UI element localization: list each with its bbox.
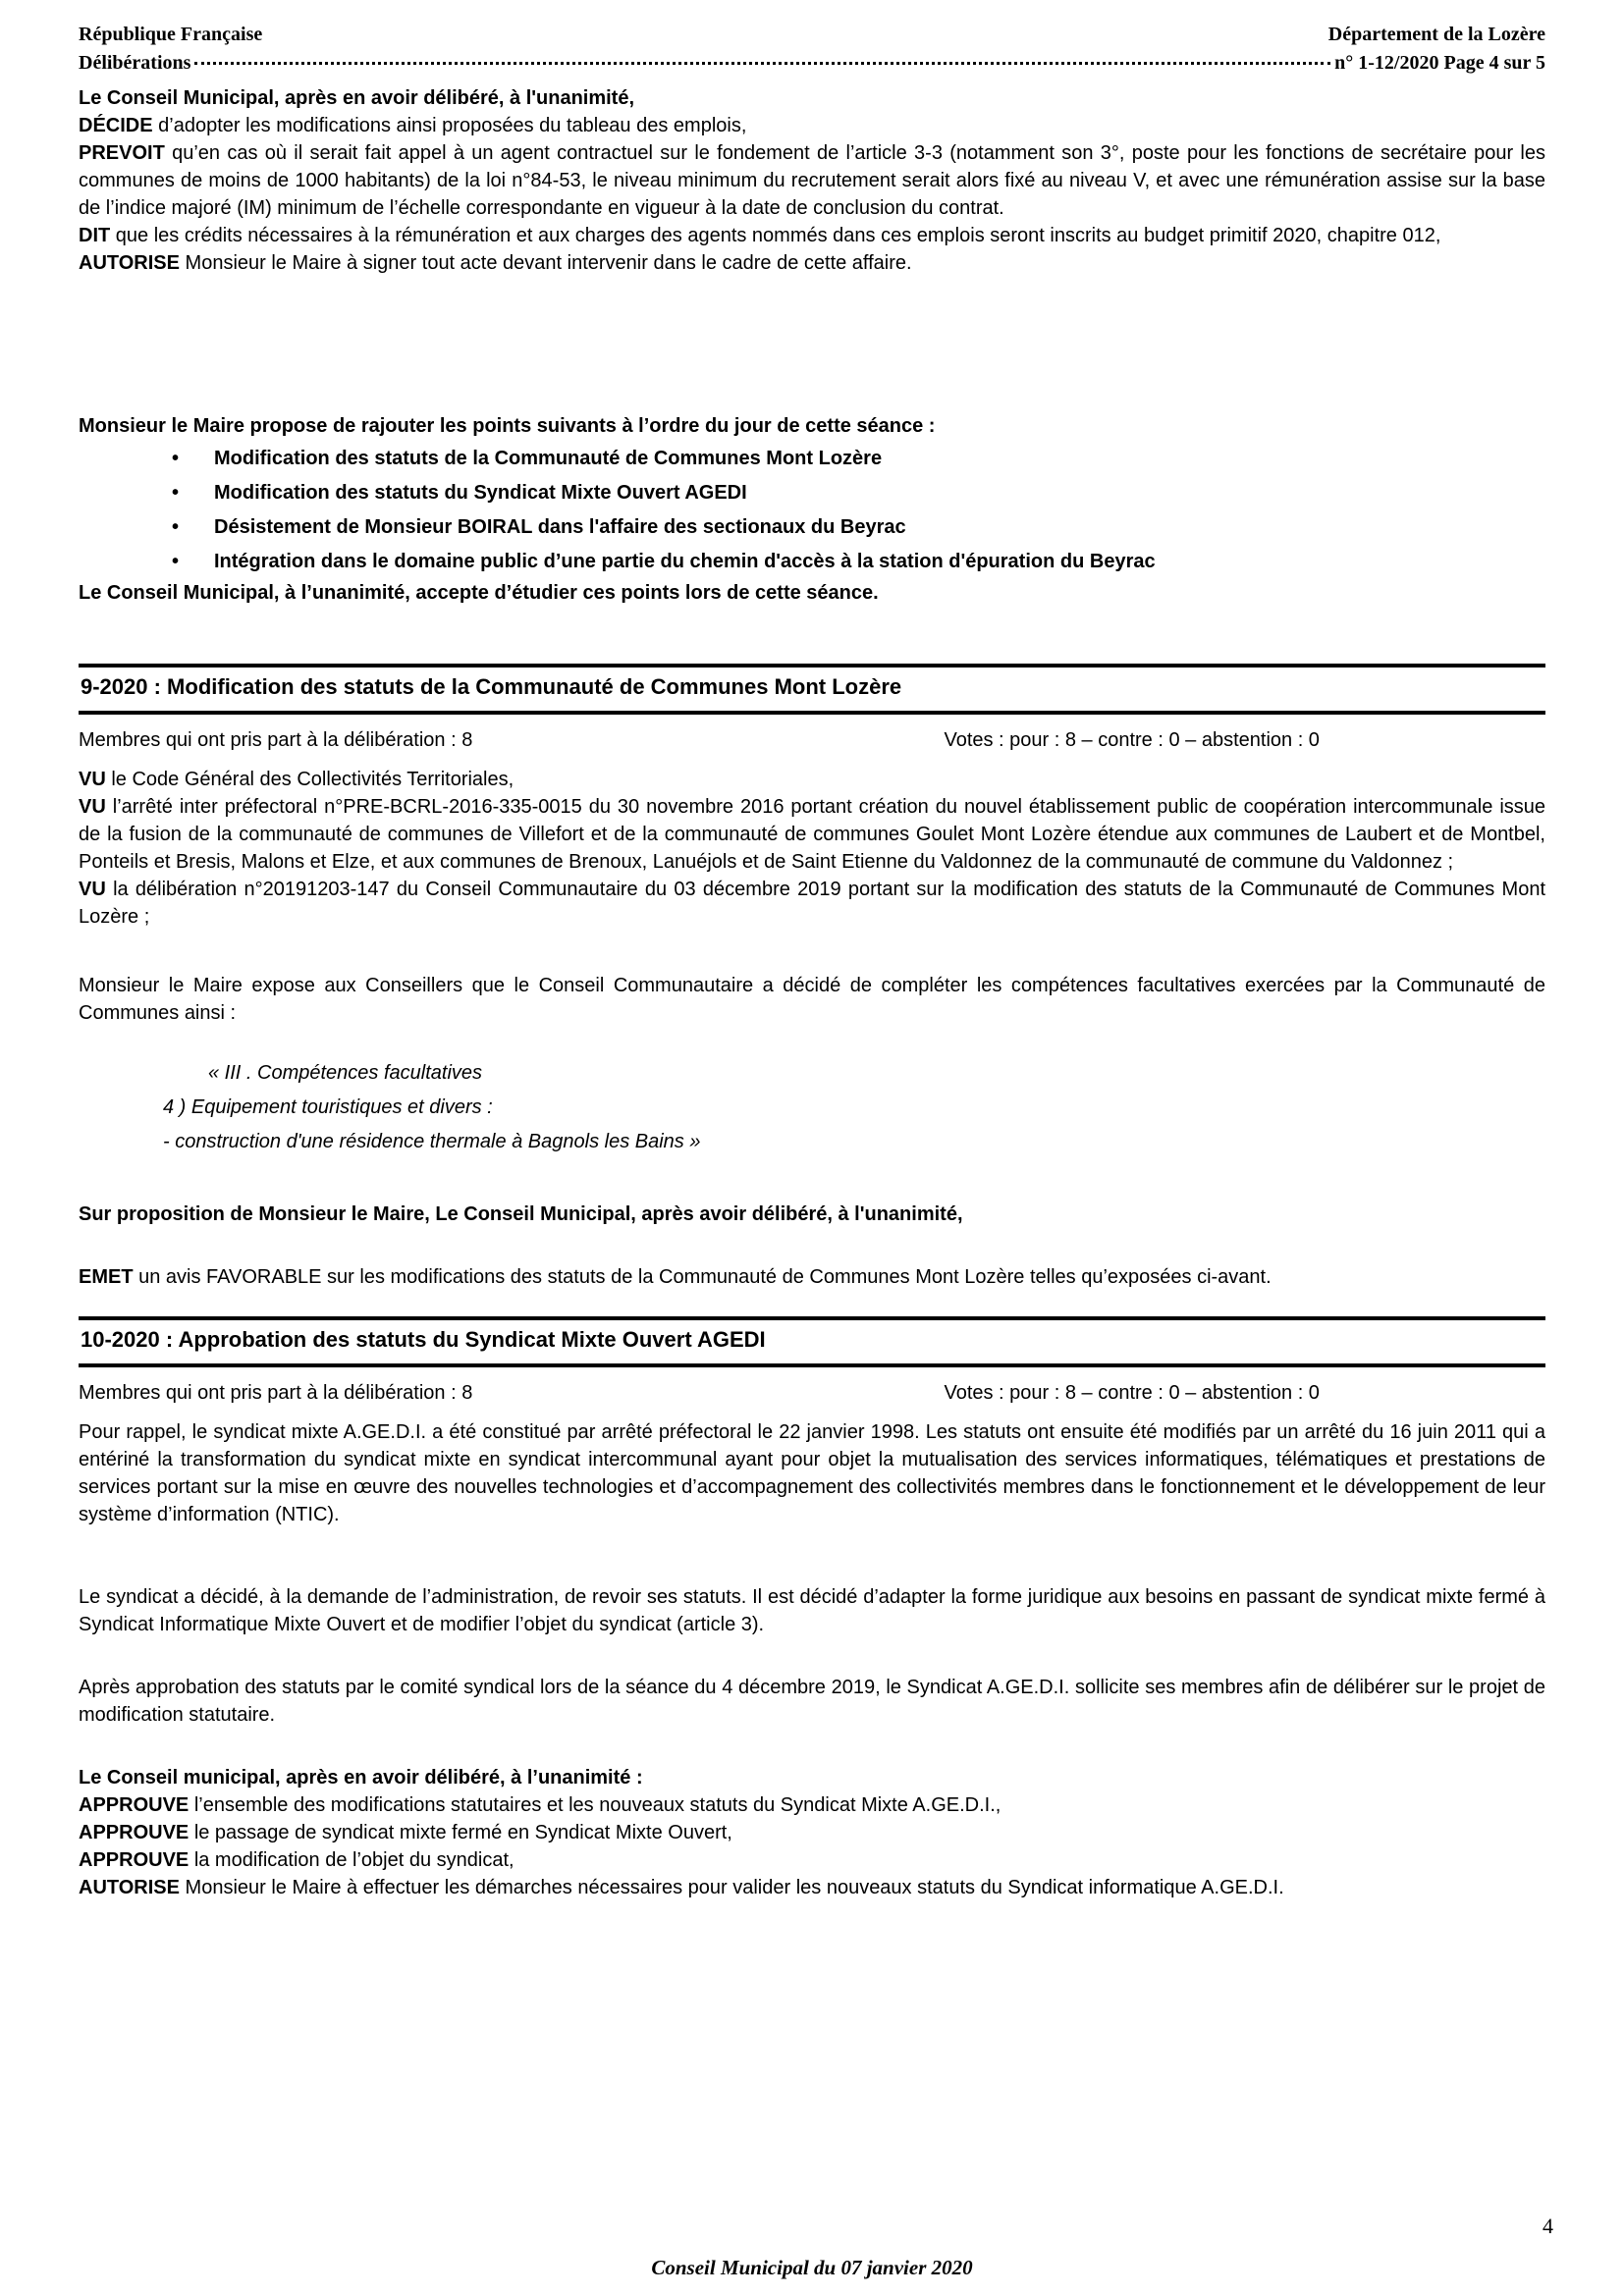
agenda-list — [79, 442, 1545, 579]
members-votes-row — [79, 1379, 1545, 1407]
text-approuve-2: le passage de syndicat mixte fermé en Syndicat Mixte Ouvert, — [193, 1822, 732, 1843]
header-row-1 — [79, 24, 1545, 46]
quote-line: - construction d'une résidence thermale à Bagnols les Bains » — [163, 1131, 701, 1152]
members-votes-row — [79, 726, 1545, 754]
agenda-block — [79, 412, 1545, 607]
header-doc-ref: n° 1-12/2020 Page 4 sur 5 — [1334, 52, 1545, 74]
agenda-item: • Désistement de Monsieur BOIRAL dans l'affaire des sectionaux du Beyrac — [214, 510, 1545, 545]
text-emet: un avis FAVORABLE sur les modifications des statuts de la Communauté de Communes Mont Lozère telles qu’exposées ci-avant. — [138, 1266, 1272, 1288]
header-republic: République Française — [79, 24, 263, 45]
vu-block — [79, 766, 1545, 931]
paragraph-approuve-3 — [79, 1846, 1545, 1874]
text-approuve-3: la modification de l’objet du syndicat, — [193, 1849, 514, 1871]
paragraph-dit — [79, 222, 1545, 249]
lead-decide: DÉCIDE — [79, 115, 153, 136]
intro-block — [79, 84, 1545, 277]
lead-prevoit: PREVOIT — [79, 142, 165, 164]
votes-summary: Votes : pour : 8 – contre : 0 – abstention : 0 — [944, 729, 1320, 751]
paragraph-vu-1 — [79, 766, 1545, 793]
lead-approuve-3: APPROUVE — [79, 1849, 189, 1871]
paragraph-autorise-2 — [79, 1874, 1545, 1901]
lead-vu-3: VU — [79, 879, 106, 900]
header-department: Département de la Lozère — [1327, 24, 1545, 45]
lead-vu-2: VU — [79, 796, 106, 818]
paragraph-prevoit — [79, 139, 1545, 222]
section-title-9-2020: 9-2020 : Modification des statuts de la Communauté de Communes Mont Lozère — [79, 664, 1545, 715]
quote-line: 4 ) Equipement touristiques et divers : — [163, 1096, 493, 1118]
intro-opening: Le Conseil Municipal, après en avoir délibéré, à l'unanimité, — [79, 87, 635, 109]
text-autorise-2: Monsieur le Maire à effectuer les démarches nécessaires pour valider les nouveaux statuts du Syndicat informatique A.GE.D.I. — [185, 1877, 1284, 1898]
agenda-item: • Modification des statuts de la Communauté de Communes Mont Lozère — [214, 442, 1545, 476]
paragraph-autorise — [79, 249, 1545, 277]
members-count: Membres qui ont pris part à la délibération : 8 — [79, 1382, 473, 1404]
paragraph-vu-3 — [79, 876, 1545, 931]
section-title-10-2020: 10-2020 : Approbation des statuts du Syndicat Mixte Ouvert AGEDI — [79, 1316, 1545, 1367]
agenda-item: • Modification des statuts du Syndicat Mixte Ouvert AGEDI — [214, 476, 1545, 510]
lead-approuve-1: APPROUVE — [79, 1794, 189, 1816]
footer-caption: Conseil Municipal du 07 janvier 2020 — [651, 2256, 973, 2279]
lead-dit: DIT — [79, 225, 111, 246]
agenda-outro: Le Conseil Municipal, à l’unanimité, accepte d’étudier ces points lors de cette séance. — [79, 582, 879, 604]
paragraph-expose: Monsieur le Maire expose aux Conseillers que le Conseil Communautaire a décidé de compléter les compétences facultatives exercées par la Communauté de Communes ainsi : — [79, 975, 1545, 1024]
page-header — [79, 24, 1545, 75]
lead-vu-1: VU — [79, 769, 106, 790]
dotted-leader — [194, 62, 1330, 65]
text-dit: que les crédits nécessaires à la rémunération et aux charges des agents nommés dans ces emplois seront inscrits au budget primitif 2020, chapitre 012, — [115, 225, 1441, 246]
decision-intro: Le Conseil municipal, après en avoir délibéré, à l’unanimité : — [79, 1767, 643, 1789]
text-autorise: Monsieur le Maire à signer tout acte devant intervenir dans le cadre de cette affaire. — [185, 252, 912, 274]
text-prevoit: qu’en cas où il serait fait appel à un agent contractuel sur le fondement de l’article 3-3 (notamment son 3°, poste pour les fonctions de secrétaire pour les communes de moins de 1000 habitants) de la loi n°84-53, le niveau minimum du recrutement serait alors fixé au niveau V, et avec une rémunération assise sur la base de l’indice majoré (IM) minimum de l’échelle correspondante en vigueur à la date de conclusion du contrat. — [79, 142, 1545, 219]
paragraph-approuve-2 — [79, 1819, 1545, 1846]
paragraph-approbation-statuts: Après approbation des statuts par le comité syndical lors de la séance du 4 décembre 2019, le Syndicat A.GE.D.I. sollicite ses membres afin de délibérer sur le projet de modification statutaire. — [79, 1677, 1545, 1726]
text-vu-2: l’arrêté inter préfectoral n°PRE-BCRL-2016-335-0015 du 30 novembre 2016 portant création du nouvel établissement public de coopération intercommunale issue de la fusion de la communauté de communes de Villefort et de la communauté de communes Goulet Mont Lozère étendue aux communes de Laubert et de Montbel, Ponteils et Bresis, Malons et Elze, et aux communes de Brenoux, Lanuéjols et de Saint Etienne du Valdonnez de la communauté de commune du Valdonnez ; — [79, 796, 1546, 873]
agenda-item: • Intégration dans le domaine public d’une partie du chemin d'accès à la station d'épuration du Beyrac — [214, 545, 1545, 579]
paragraph-emet — [79, 1263, 1545, 1291]
decision-block — [79, 1764, 1545, 1901]
header-doc-label: Délibérations — [79, 52, 191, 74]
lead-emet: EMET — [79, 1266, 134, 1288]
paragraph-rappel: Pour rappel, le syndicat mixte A.GE.D.I. a été constitué par arrêté préfectoral le 22 janvier 1998. Les statuts ont ensuite été modifiés par un arrêté du 16 juin 2011 qui a entériné la transformation du syndicat mixte en syndicat intercommunal ayant pour objet la mutualisation des services informatiques, télématiques et prestations de services portant sur la mise en œuvre des nouvelles technologies et d’accompagnement des collectivités membres dans le fonctionnement et le développement de leur système d’information (NTIC). — [79, 1421, 1545, 1525]
text-vu-1: le Code Général des Collectivités Territoriales, — [111, 769, 514, 790]
members-count: Membres qui ont pris part à la délibération : 8 — [79, 729, 473, 751]
paragraph-vu-2 — [79, 793, 1545, 876]
page-number: 4 — [1543, 2214, 1553, 2238]
paragraph-proposition: Sur proposition de Monsieur le Maire, Le Conseil Municipal, après avoir délibéré, à l'unanimité, — [79, 1203, 963, 1225]
text-vu-3: la délibération n°20191203-147 du Conseil Communautaire du 03 décembre 2019 portant sur la modification des statuts de la Communauté de Communes Mont Lozère ; — [79, 879, 1546, 928]
lead-autorise-2: AUTORISE — [79, 1877, 180, 1898]
lead-approuve-2: APPROUVE — [79, 1822, 189, 1843]
statutes-quote — [163, 1056, 1545, 1159]
paragraph-approuve-1 — [79, 1791, 1545, 1819]
text-approuve-1: l’ensemble des modifications statutaires et les nouveaux statuts du Syndicat Mixte A.GE.D.I., — [193, 1794, 1001, 1816]
text-decide: d’adopter les modifications ainsi proposées du tableau des emplois, — [158, 115, 747, 136]
paragraph-decide — [79, 112, 1545, 139]
agenda-intro: Monsieur le Maire propose de rajouter les points suivants à l’ordre du jour de cette séance : — [79, 415, 936, 437]
votes-summary: Votes : pour : 8 – contre : 0 – abstention : 0 — [944, 1382, 1320, 1404]
lead-autorise: AUTORISE — [79, 252, 180, 274]
header-row-2 — [79, 52, 1545, 75]
paragraph-revoir-statuts: Le syndicat a décidé, à la demande de l’administration, de revoir ses statuts. Il est décidé d’adapter la forme juridique aux besoins en passant de syndicat mixte fermé à Syndicat Informatique Mixte Ouvert et de modifier l’objet du syndicat (article 3). — [79, 1586, 1545, 1635]
quote-line: « III . Compétences facultatives — [208, 1062, 483, 1084]
